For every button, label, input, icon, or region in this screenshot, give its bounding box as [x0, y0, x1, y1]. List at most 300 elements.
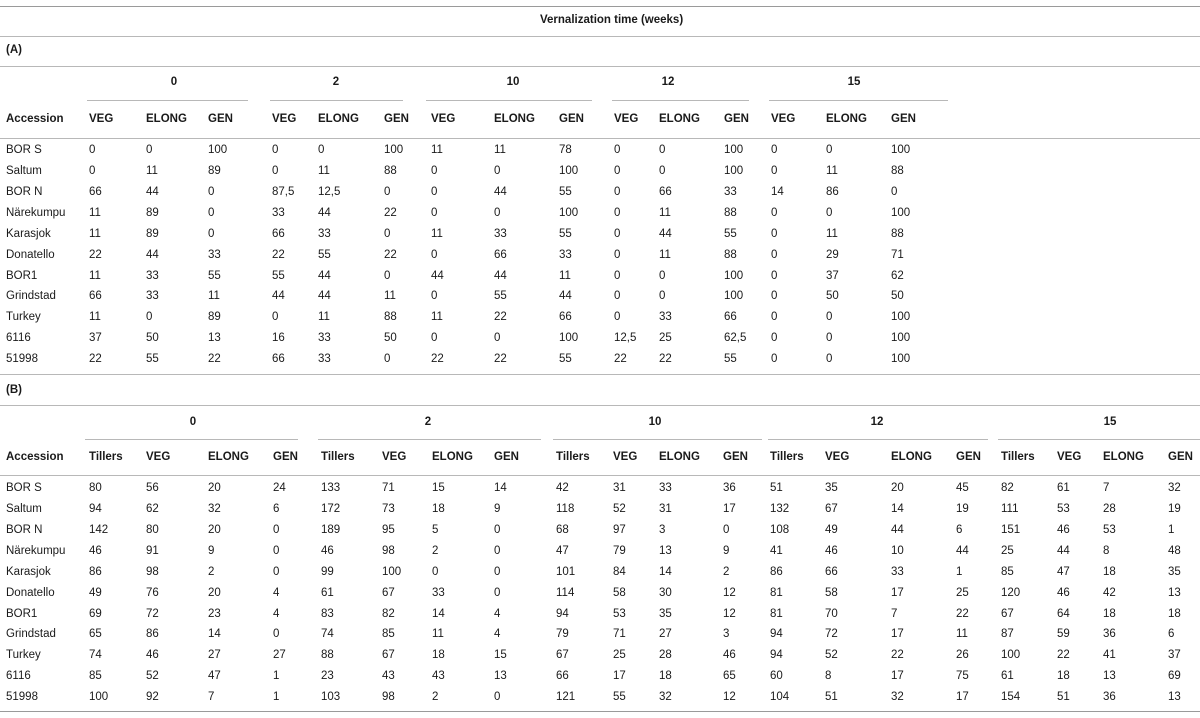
section-a-cell: 11 — [431, 144, 443, 156]
section-a-cell: 0 — [614, 228, 621, 240]
section-a-cell: 50 — [891, 290, 904, 302]
section-b-week-header: 10 — [648, 416, 662, 428]
section-a-accession-name: Grindstad — [6, 290, 56, 302]
section-a-accession-name: Närekumpu — [6, 207, 66, 219]
section-a-week-underline — [87, 100, 248, 101]
section-b-cell: 121 — [556, 691, 576, 703]
section-b-cell: 53 — [613, 608, 626, 620]
section-b-cell: 25 — [956, 587, 969, 599]
section-a-cell: 66 — [89, 186, 102, 198]
section-b-cell: 13 — [659, 545, 672, 557]
section-a-week-header: 12 — [661, 76, 675, 88]
section-b-cell: 85 — [382, 628, 395, 640]
section-a-cell: 33 — [272, 207, 285, 219]
section-a-cell: 13 — [208, 332, 221, 344]
section-a-cell: 100 — [891, 332, 911, 344]
section-b-cell: 47 — [1057, 566, 1070, 578]
section-b-column-header: ELONG — [432, 451, 473, 463]
section-b-cell: 111 — [1001, 503, 1019, 515]
section-a-cell: 0 — [431, 165, 438, 177]
section-b-cell: 100 — [1001, 649, 1021, 661]
section-a-cell: 44 — [494, 270, 507, 282]
section-b-cell: 46 — [146, 649, 159, 661]
section-a-cell: 12,5 — [614, 332, 637, 344]
section-b-cell: 15 — [432, 482, 445, 494]
section-b-week-underline — [318, 439, 541, 440]
section-b-cell: 10 — [891, 545, 904, 557]
section-a-cell: 22 — [614, 353, 627, 365]
top-rule — [0, 6, 1200, 7]
section-b-cell: 32 — [659, 691, 672, 703]
section-b-column-header: GEN — [1168, 451, 1193, 463]
section-b-cell: 9 — [723, 545, 730, 557]
section-b-cell: 51 — [825, 691, 838, 703]
section-a-cell: 0 — [272, 311, 279, 323]
section-a-column-header: GEN — [559, 113, 584, 125]
section-b-column-header: Tillers — [1001, 451, 1035, 463]
section-a-cell: 89 — [146, 228, 159, 240]
section-b-cell: 11 — [956, 628, 968, 640]
section-b-cell: 104 — [770, 691, 790, 703]
section-b-cell: 0 — [273, 628, 280, 640]
section-a-cell: 11 — [318, 311, 330, 323]
section-a-cell: 0 — [771, 332, 778, 344]
section-b-cell: 12 — [723, 587, 736, 599]
section-a-cell: 0 — [771, 290, 778, 302]
section-b-cell: 58 — [825, 587, 838, 599]
section-b-cell: 32 — [1168, 482, 1181, 494]
section-a-cell: 44 — [559, 290, 572, 302]
section-a-column-header: VEG — [89, 113, 114, 125]
section-a-cell: 55 — [208, 270, 221, 282]
section-b-cell: 0 — [273, 524, 280, 536]
section-b-cell: 30 — [659, 587, 672, 599]
section-b-cell: 27 — [208, 649, 221, 661]
section-a-cell: 55 — [318, 249, 331, 261]
section-b-cell: 55 — [613, 691, 626, 703]
section-b-label-rule — [0, 405, 1200, 406]
section-b-column-header: GEN — [273, 451, 298, 463]
section-a-label: (A) — [6, 44, 22, 56]
section-b-cell: 13 — [494, 670, 507, 682]
section-b-cell: 71 — [382, 482, 395, 494]
section-b-cell: 67 — [1001, 608, 1014, 620]
section-a-cell: 0 — [208, 207, 215, 219]
section-a-cell: 22 — [494, 311, 507, 323]
section-a-cell: 11 — [659, 207, 671, 219]
section-b-cell: 99 — [321, 566, 334, 578]
section-a-cell: 0 — [826, 353, 833, 365]
section-a-cell: 0 — [318, 144, 325, 156]
section-b-cell: 100 — [89, 691, 109, 703]
section-b-cell: 56 — [146, 482, 159, 494]
section-b-cell: 37 — [1168, 649, 1181, 661]
section-b-cell: 4 — [494, 608, 501, 620]
section-b-cell: 8 — [825, 670, 832, 682]
section-b-cell: 76 — [146, 587, 159, 599]
section-a-cell: 11 — [89, 207, 101, 219]
section-b-week-header: 12 — [870, 416, 884, 428]
section-b-cell: 142 — [89, 524, 109, 536]
section-b-cell: 52 — [613, 503, 626, 515]
section-a-cell: 0 — [384, 228, 391, 240]
section-b-cell: 35 — [1168, 566, 1181, 578]
section-b-cell: 85 — [89, 670, 102, 682]
section-a-cell: 11 — [208, 290, 220, 302]
section-b-cell: 46 — [89, 545, 102, 557]
section-b-week-underline — [998, 439, 1200, 440]
section-a-cell: 11 — [89, 270, 101, 282]
section-b-cell: 62 — [146, 503, 159, 515]
section-a-week-underline — [270, 100, 403, 101]
section-a-accession-name: Donatello — [6, 249, 55, 261]
section-b-cell: 68 — [556, 524, 569, 536]
section-b-cell: 0 — [273, 545, 280, 557]
section-a-cell: 89 — [208, 165, 221, 177]
section-a-cell: 0 — [826, 332, 833, 344]
section-b-cell: 44 — [956, 545, 969, 557]
section-b-cell: 67 — [382, 649, 395, 661]
section-b-cell: 1 — [956, 566, 963, 578]
section-b-cell: 101 — [556, 566, 576, 578]
section-b-column-header: Tillers — [321, 451, 355, 463]
section-a-cell: 22 — [431, 353, 444, 365]
section-b-cell: 52 — [146, 670, 159, 682]
section-a-cell: 55 — [559, 228, 572, 240]
section-b-cell: 133 — [321, 482, 341, 494]
section-b-column-header: ELONG — [1103, 451, 1144, 463]
section-b-cell: 19 — [956, 503, 969, 515]
section-b-cell: 94 — [770, 628, 783, 640]
section-b-cell: 18 — [1103, 608, 1116, 620]
section-b-cell: 17 — [891, 628, 904, 640]
section-b-cell: 42 — [1103, 587, 1116, 599]
section-a-cell: 100 — [891, 207, 911, 219]
section-a-cell: 100 — [724, 165, 744, 177]
section-b-cell: 36 — [1103, 628, 1116, 640]
section-a-cell: 0 — [614, 270, 621, 282]
section-b-cell: 24 — [273, 482, 286, 494]
section-b-cell: 31 — [613, 482, 626, 494]
section-a-cell: 0 — [771, 207, 778, 219]
section-b-cell: 72 — [146, 608, 159, 620]
section-b-column-header: VEG — [146, 451, 171, 463]
section-a-cell: 0 — [89, 144, 96, 156]
section-b-cell: 92 — [146, 691, 159, 703]
section-a-cell: 11 — [146, 165, 158, 177]
section-b-cell: 66 — [556, 670, 569, 682]
section-a-accession-header: Accession — [6, 113, 64, 125]
section-a-week-header: 0 — [170, 76, 178, 88]
section-b-column-header: Tillers — [770, 451, 804, 463]
section-b-cell: 95 — [382, 524, 395, 536]
section-b-cell: 80 — [89, 482, 102, 494]
section-b-cell: 0 — [494, 691, 501, 703]
section-b-cell: 17 — [956, 691, 969, 703]
section-a-cell: 0 — [771, 270, 778, 282]
section-a-cell: 89 — [208, 311, 221, 323]
section-b-cell: 33 — [659, 482, 672, 494]
section-a-cell: 0 — [771, 249, 778, 261]
section-a-cell: 0 — [771, 228, 778, 240]
section-a-cell: 11 — [384, 290, 396, 302]
section-a-cell: 11 — [826, 165, 838, 177]
section-a-week-header: 15 — [847, 76, 861, 88]
section-a-cell: 33 — [559, 249, 572, 261]
section-a-cell: 88 — [891, 165, 904, 177]
section-b-cell: 1 — [273, 670, 280, 682]
section-a-column-header: ELONG — [318, 113, 359, 125]
section-a-cell: 88 — [724, 207, 737, 219]
section-a-accession-name: BOR1 — [6, 270, 38, 282]
section-a-cell: 88 — [891, 228, 904, 240]
section-a-cell: 0 — [89, 165, 96, 177]
section-a-column-header: ELONG — [494, 113, 535, 125]
section-a-cell: 0 — [659, 290, 666, 302]
section-a-cell: 11 — [431, 311, 443, 323]
section-a-cell: 33 — [146, 270, 159, 282]
section-a-cell: 0 — [494, 332, 501, 344]
section-b-cell: 18 — [659, 670, 672, 682]
section-b-cell: 31 — [659, 503, 672, 515]
section-a-cell: 33 — [318, 353, 331, 365]
section-a-cell: 66 — [272, 228, 285, 240]
section-b-cell: 120 — [1001, 587, 1021, 599]
section-b-cell: 23 — [208, 608, 221, 620]
section-a-cell: 22 — [659, 353, 672, 365]
section-a-cell: 44 — [318, 290, 331, 302]
section-a-accession-name: Karasjok — [6, 228, 51, 240]
section-a-cell: 0 — [614, 311, 621, 323]
section-b-cell: 48 — [1168, 545, 1181, 557]
section-a-cell: 100 — [724, 270, 744, 282]
section-b-cell: 36 — [723, 482, 736, 494]
section-b-cell: 33 — [432, 587, 445, 599]
section-a-cell: 0 — [431, 290, 438, 302]
section-b-cell: 11 — [432, 628, 444, 640]
section-b-week-header: 2 — [424, 416, 432, 428]
section-b-cell: 47 — [556, 545, 569, 557]
section-a-cell: 66 — [659, 186, 672, 198]
section-b-cell: 35 — [659, 608, 672, 620]
section-b-cell: 14 — [432, 608, 445, 620]
section-a-column-header: ELONG — [659, 113, 700, 125]
section-b-cell: 25 — [613, 649, 626, 661]
table-bottom-rule — [0, 711, 1200, 712]
section-b-cell: 25 — [1001, 545, 1014, 557]
section-b-accession-name: BOR N — [6, 524, 43, 536]
section-a-column-header: ELONG — [826, 113, 867, 125]
section-b-cell: 6 — [956, 524, 963, 536]
section-b-cell: 84 — [613, 566, 626, 578]
section-b-cell: 1 — [1168, 524, 1175, 536]
section-a-cell: 0 — [614, 165, 621, 177]
section-a-cell: 100 — [384, 144, 404, 156]
section-b-column-header: Tillers — [89, 451, 123, 463]
section-a-cell: 88 — [384, 311, 397, 323]
section-b-cell: 33 — [891, 566, 904, 578]
section-b-cell: 4 — [273, 608, 280, 620]
section-a-cell: 66 — [724, 311, 737, 323]
section-a-cell: 55 — [494, 290, 507, 302]
section-a-cell: 100 — [891, 144, 911, 156]
section-a-cell: 100 — [724, 290, 744, 302]
section-b-cell: 8 — [1103, 545, 1110, 557]
section-a-cell: 11 — [494, 144, 506, 156]
section-b-cell: 45 — [956, 482, 969, 494]
section-a-cell: 100 — [891, 311, 911, 323]
section-b-cell: 4 — [494, 628, 501, 640]
section-b-cell: 69 — [1168, 670, 1181, 682]
section-a-cell: 0 — [614, 249, 621, 261]
section-a-cell: 0 — [272, 165, 279, 177]
table-title: Vernalization time (weeks) — [540, 14, 684, 26]
section-b-cell: 74 — [89, 649, 102, 661]
section-b-cell: 42 — [556, 482, 569, 494]
section-b-cell: 20 — [208, 524, 221, 536]
section-b-column-header: ELONG — [891, 451, 932, 463]
section-b-cell: 22 — [891, 649, 904, 661]
section-a-label-rule — [0, 66, 1200, 67]
section-b-cell: 114 — [556, 587, 575, 599]
section-b-cell: 26 — [956, 649, 969, 661]
section-b-cell: 44 — [1057, 545, 1070, 557]
section-a-accession-name: BOR N — [6, 186, 43, 198]
section-a-cell: 88 — [384, 165, 397, 177]
section-b-cell: 2 — [432, 691, 439, 703]
section-a-accession-name: BOR S — [6, 144, 42, 156]
section-b-cell: 66 — [825, 566, 838, 578]
section-a-accession-name: 6116 — [6, 332, 31, 344]
section-b-week-underline — [553, 439, 762, 440]
section-b-cell: 53 — [1103, 524, 1116, 536]
section-b-cell: 17 — [723, 503, 736, 515]
section-b-cell: 9 — [208, 545, 215, 557]
section-a-cell: 12,5 — [318, 186, 341, 198]
section-b-cell: 118 — [556, 503, 575, 515]
section-b-cell: 46 — [321, 545, 334, 557]
section-b-week-underline — [768, 439, 988, 440]
section-a-cell: 89 — [146, 207, 159, 219]
section-a-cell: 22 — [89, 249, 102, 261]
section-a-cell: 0 — [208, 228, 215, 240]
section-a-cell: 66 — [272, 353, 285, 365]
section-b-cell: 151 — [1001, 524, 1021, 536]
section-a-cell: 33 — [208, 249, 221, 261]
section-a-cell: 55 — [272, 270, 285, 282]
section-a-cell: 0 — [494, 165, 501, 177]
section-b-cell: 79 — [613, 545, 626, 557]
section-b-cell: 18 — [1103, 566, 1116, 578]
section-b-cell: 98 — [382, 545, 395, 557]
section-b-cell: 81 — [770, 608, 783, 620]
section-b-cell: 20 — [208, 587, 221, 599]
section-b-cell: 28 — [659, 649, 672, 661]
section-b-cell: 58 — [613, 587, 626, 599]
section-b-cell: 94 — [770, 649, 783, 661]
section-a-cell: 0 — [431, 207, 438, 219]
section-a-cell: 0 — [659, 270, 666, 282]
section-a-cell: 0 — [614, 290, 621, 302]
section-b-header-rule — [0, 475, 1200, 476]
section-b-cell: 17 — [613, 670, 626, 682]
section-a-cell: 22 — [208, 353, 221, 365]
section-a-cell: 11 — [89, 228, 101, 240]
section-a-cell: 100 — [724, 144, 744, 156]
section-b-cell: 154 — [1001, 691, 1021, 703]
section-b-week-header: 0 — [189, 416, 197, 428]
section-b-cell: 14 — [891, 503, 904, 515]
section-b-cell: 41 — [1103, 649, 1116, 661]
section-a-cell: 29 — [826, 249, 839, 261]
section-a-cell: 0 — [826, 207, 833, 219]
section-b-cell: 46 — [825, 545, 838, 557]
section-b-cell: 0 — [494, 566, 501, 578]
section-b-cell: 27 — [273, 649, 286, 661]
section-b-cell: 22 — [1057, 649, 1070, 661]
section-a-week-header: 2 — [332, 76, 340, 88]
section-a-cell: 78 — [559, 144, 572, 156]
section-b-cell: 70 — [825, 608, 838, 620]
section-b-cell: 0 — [432, 566, 439, 578]
section-a-cell: 0 — [431, 186, 438, 198]
section-b-cell: 88 — [321, 649, 334, 661]
section-b-cell: 1 — [273, 691, 280, 703]
section-a-cell: 0 — [146, 144, 153, 156]
section-a-cell: 22 — [384, 207, 397, 219]
section-b-cell: 28 — [1103, 503, 1116, 515]
section-b-cell: 86 — [770, 566, 783, 578]
section-b-cell: 13 — [1168, 587, 1181, 599]
section-b-column-header: VEG — [1057, 451, 1082, 463]
section-a-cell: 0 — [494, 207, 501, 219]
section-b-cell: 69 — [89, 608, 102, 620]
section-b-cell: 0 — [494, 545, 501, 557]
section-a-column-header: VEG — [431, 113, 456, 125]
section-a-cell: 44 — [431, 270, 444, 282]
section-b-cell: 43 — [432, 670, 445, 682]
section-a-cell: 44 — [146, 186, 159, 198]
section-a-column-header: GEN — [891, 113, 916, 125]
section-b-label: (B) — [6, 384, 22, 396]
section-a-cell: 44 — [494, 186, 507, 198]
section-b-cell: 53 — [1057, 503, 1070, 515]
section-a-cell: 50 — [146, 332, 159, 344]
section-b-cell: 12 — [723, 691, 736, 703]
section-a-cell: 44 — [659, 228, 672, 240]
section-b-cell: 41 — [770, 545, 783, 557]
section-a-cell: 62,5 — [724, 332, 747, 344]
section-b-cell: 17 — [891, 587, 904, 599]
section-b-cell: 46 — [1057, 587, 1070, 599]
section-a-column-header: VEG — [614, 113, 639, 125]
section-b-cell: 49 — [825, 524, 838, 536]
section-b-cell: 97 — [613, 524, 626, 536]
section-b-cell: 82 — [382, 608, 395, 620]
section-a-cell: 0 — [614, 186, 621, 198]
section-a-week-underline — [769, 100, 948, 101]
section-b-cell: 74 — [321, 628, 334, 640]
section-a-cell: 37 — [826, 270, 839, 282]
section-b-cell: 19 — [1168, 503, 1181, 515]
section-b-accession-name: Grindstad — [6, 628, 56, 640]
section-b-cell: 108 — [770, 524, 790, 536]
section-a-cell: 33 — [318, 332, 331, 344]
section-a-cell: 33 — [318, 228, 331, 240]
section-b-cell: 132 — [770, 503, 790, 515]
section-b-cell: 35 — [825, 482, 838, 494]
section-b-cell: 2 — [723, 566, 730, 578]
